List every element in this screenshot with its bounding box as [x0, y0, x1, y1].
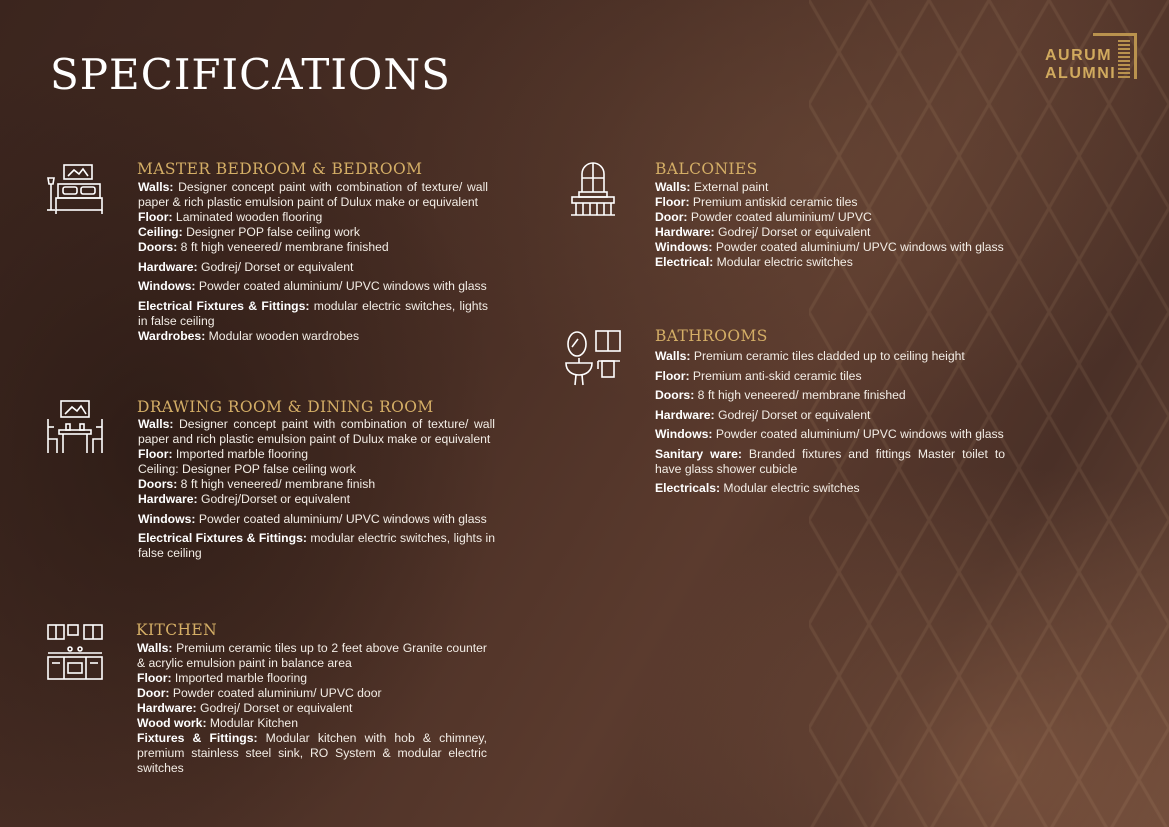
- spec-text: Godrej/ Dorset or equivalent: [714, 407, 871, 422]
- spec-item: [655, 369, 1005, 384]
- spec-list: [137, 641, 487, 776]
- section-title: BALCONIES: [655, 160, 758, 178]
- spec-text: Godrej/ Dorset or equivalent: [714, 225, 871, 239]
- spec-text: Ceiling: Designer POP false ceiling work: [138, 462, 356, 476]
- spec-item: [137, 641, 487, 671]
- spec-label: Doors:: [655, 388, 695, 402]
- spec-text: 8 ft high veneered/ membrane finish: [177, 477, 376, 491]
- spec-item: [655, 408, 1005, 423]
- section-title: BATHROOMS: [655, 327, 768, 345]
- spec-label: Windows:: [138, 511, 196, 526]
- spec-label: Floor:: [138, 210, 173, 224]
- spec-label: Walls:: [655, 349, 691, 363]
- spec-label: Door:: [655, 210, 688, 224]
- spec-item: [138, 512, 495, 527]
- spec-label: Hardware:: [655, 407, 715, 422]
- spec-list: [655, 180, 1005, 270]
- page-title: SPECIFICATIONS: [50, 50, 451, 99]
- spec-text: Powder coated aluminium/ UPVC door: [169, 686, 382, 700]
- spec-item: [137, 701, 487, 716]
- section-title: MASTER BEDROOM & BEDROOM: [137, 160, 423, 178]
- spec-label: Hardware:: [655, 225, 715, 239]
- spec-label: Wardrobes:: [138, 328, 206, 343]
- spec-label: Door:: [137, 686, 170, 700]
- spec-label: Hardware:: [137, 701, 197, 715]
- spec-text: Imported marble flooring: [171, 671, 308, 685]
- spec-text: Branded fixtures and fittings Master toilet to have glass shower cubicle: [655, 446, 1005, 476]
- spec-item: [655, 195, 1005, 210]
- bed-icon: [44, 158, 106, 220]
- spec-label: Walls:: [138, 417, 174, 431]
- spec-item: [138, 240, 488, 255]
- spec-label: Wood work:: [137, 716, 207, 730]
- spec-label: Windows:: [655, 240, 713, 254]
- spec-item: [138, 531, 495, 561]
- brand-line-1: AURUM: [1045, 47, 1113, 64]
- bathroom-sink-icon: [562, 325, 624, 387]
- spec-item: [138, 462, 495, 477]
- spec-item: [137, 731, 487, 776]
- spec-item: [137, 716, 487, 731]
- spec-label: Hardware:: [138, 259, 198, 274]
- spec-text: Designer POP false ceiling work: [182, 225, 360, 239]
- spec-text: Powder coated aluminium/ UPVC windows with glass: [195, 279, 487, 293]
- spec-text: 8 ft high veneered/ membrane finished: [694, 388, 906, 402]
- spec-text: Premium ceramic tiles up to 2 feet above Granite counter & acrylic emulsion paint in balance area: [137, 641, 487, 670]
- spec-label: Sanitary ware:: [655, 446, 742, 461]
- spec-item: [655, 447, 1005, 477]
- spec-item: [655, 349, 1005, 364]
- spec-list: [655, 349, 1005, 496]
- spec-list: [138, 180, 488, 344]
- spec-text: External paint: [690, 180, 769, 194]
- spec-label: Fixtures & Fittings:: [137, 731, 258, 745]
- spec-text: Powder coated aluminium/ UPVC: [687, 210, 872, 224]
- spec-item: [138, 210, 488, 225]
- spec-item: [138, 447, 495, 462]
- spec-text: Godrej/Dorset or equivalent: [197, 492, 351, 506]
- spec-label: Floor:: [655, 195, 690, 209]
- spec-item: [138, 225, 488, 240]
- spec-item: [138, 477, 495, 492]
- dining-table-icon: [44, 397, 106, 459]
- spec-text: Modular kitchen with hob & chimney, premium stainless steel sink, RO System & modular electric switches: [137, 731, 487, 775]
- brand-line-2: ALUMNI: [1045, 65, 1117, 82]
- spec-item: [137, 671, 487, 686]
- spec-item: [655, 240, 1005, 255]
- spec-item: [655, 225, 1005, 240]
- spec-item: [137, 686, 487, 701]
- spec-item: [655, 388, 1005, 403]
- section-title: KITCHEN: [136, 621, 218, 639]
- spec-text: Modular electric switches: [713, 255, 853, 269]
- spec-label: Walls:: [138, 180, 174, 194]
- spec-text: 8 ft high veneered/ membrane finished: [177, 240, 389, 254]
- spec-label: Doors:: [138, 477, 178, 491]
- spec-text: Imported marble flooring: [172, 447, 309, 461]
- spec-item: [138, 329, 488, 344]
- spec-item: [138, 260, 488, 275]
- kitchen-icon: [44, 621, 106, 683]
- spec-item: [138, 492, 495, 507]
- spec-item: [655, 427, 1005, 442]
- spec-label: Ceiling:: [138, 225, 183, 239]
- spec-text: Modular wooden wardrobes: [205, 328, 360, 343]
- balcony-icon: [562, 158, 624, 220]
- spec-list: [138, 417, 495, 561]
- spec-label: Electrical:: [655, 255, 714, 269]
- spec-label: Walls:: [655, 180, 691, 194]
- spec-text: modular electric switches, lights in false ceiling: [138, 298, 488, 328]
- spec-text: Modular Kitchen: [206, 716, 298, 730]
- spec-label: Walls:: [137, 641, 173, 655]
- spec-item: [138, 180, 488, 210]
- spec-item: [138, 279, 488, 294]
- spec-text: Powder coated aluminium/ UPVC windows with glass: [712, 240, 1004, 254]
- spec-item: [655, 180, 1005, 195]
- spec-text: Designer concept paint with combination of texture/ wall paper & rich plastic emulsion paint of Dulux make or equivalent: [138, 180, 488, 209]
- spec-text: Premium antiskid ceramic tiles: [689, 195, 858, 209]
- spec-text: Laminated wooden flooring: [172, 210, 323, 224]
- spec-label: Floor:: [137, 671, 172, 685]
- brand-logo: [1045, 33, 1145, 83]
- spec-text: modular electric switches, lights in false ceiling: [138, 531, 496, 560]
- spec-item: [655, 481, 1005, 496]
- spec-item: [655, 255, 1005, 270]
- spec-text: Powder coated aluminium/ UPVC windows with glass: [195, 511, 487, 526]
- spec-text: Godrej/ Dorset or equivalent: [197, 259, 354, 274]
- spec-text: Premium ceramic tiles cladded up to ceiling height: [690, 349, 965, 363]
- spec-label: Electrical Fixtures & Fittings:: [138, 531, 307, 545]
- spec-item: [138, 299, 488, 329]
- spec-label: Doors:: [138, 240, 178, 254]
- spec-item: [655, 210, 1005, 225]
- spec-label: Floor:: [138, 447, 173, 461]
- spec-text: Powder coated aluminium/ UPVC windows with glass: [712, 427, 1004, 441]
- spec-label: Windows:: [138, 279, 196, 293]
- spec-label: Windows:: [655, 427, 713, 441]
- spec-label: Floor:: [655, 368, 690, 383]
- spec-text: Designer concept paint with combination of texture/ wall paper and rich plastic emulsion paint of Dulux make or equivalent: [138, 417, 495, 446]
- spec-text: Godrej/ Dorset or equivalent: [196, 701, 353, 715]
- spec-label: Electrical Fixtures & Fittings:: [138, 298, 310, 313]
- spec-label: Hardware:: [138, 492, 198, 506]
- spec-label: Electricals:: [655, 481, 721, 495]
- section-title: DRAWING ROOM & DINING ROOM: [137, 398, 434, 416]
- spec-item: [138, 417, 495, 447]
- spec-text: Modular electric switches: [720, 481, 860, 495]
- spec-text: Premium anti-skid ceramic tiles: [689, 368, 862, 383]
